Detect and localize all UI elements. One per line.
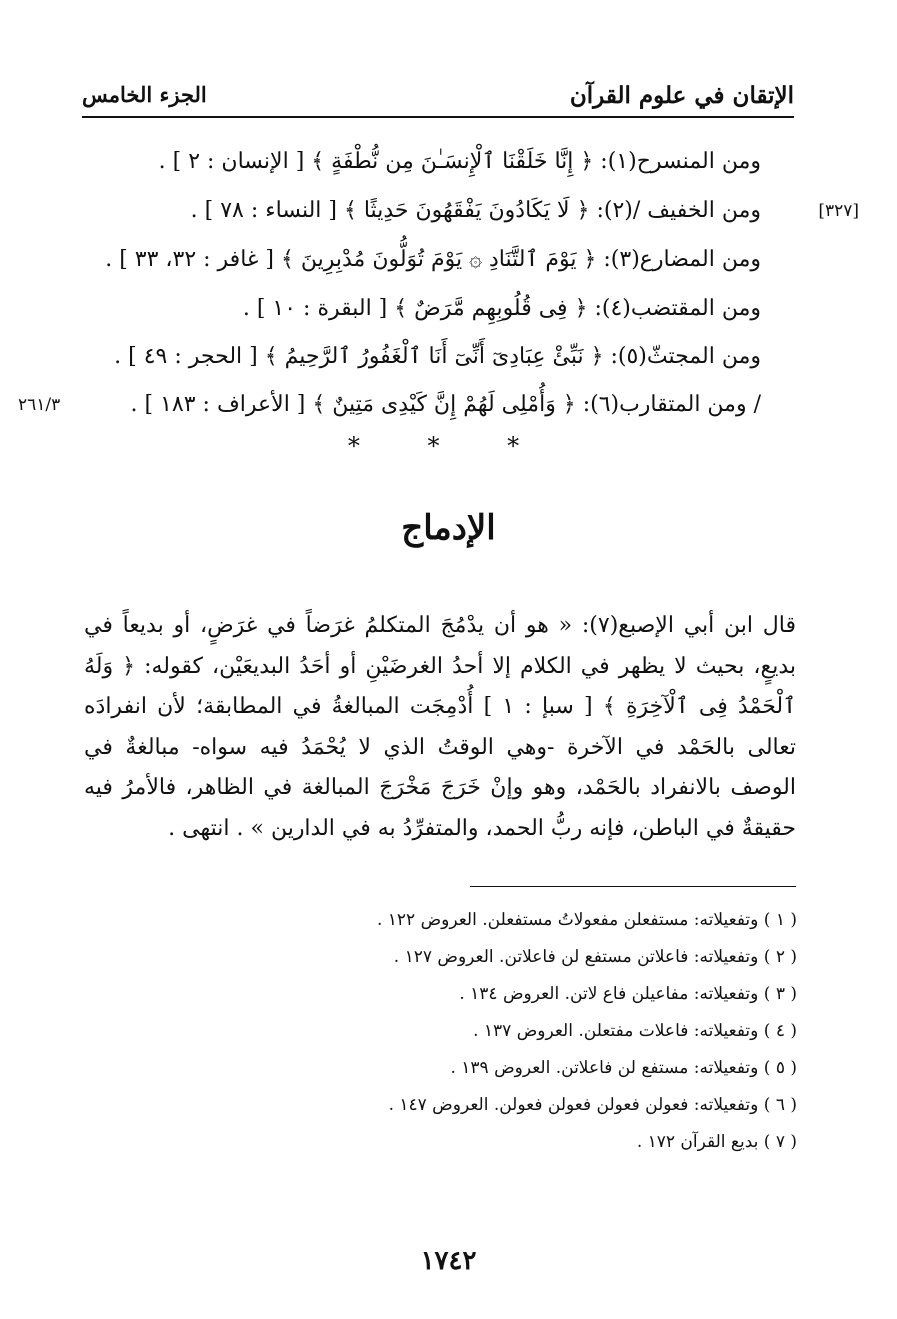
meter-line-mudari: ومن المضارع(٣): ﴿ يَوْمَ ٱلتَّنَادِ ۞ يَوْمَ تُوَلُّونَ مُدْبِرِينَ ﴾ [ غافر : ٣٢، ٣٣ ] . xyxy=(105,247,761,272)
footnote: ( ٤ ) وتفعيلاته: فاعلات مفتعلن. العروض ١٣٧ . xyxy=(473,1021,797,1041)
volume-title: الجزء الخامس xyxy=(82,82,207,107)
footnote: ( ١ ) وتفعيلاته: مستفعلن مفعولاتُ مستفعلن. العروض ١٢٢ . xyxy=(376,910,797,930)
footnotes xyxy=(197,902,797,1161)
meter-line-khafif: ومن الخفيف /(٢): ﴿ لَا يَكَادُونَ يَفْقَهُونَ حَدِيثًا ﴾ [ النساء : ٧٨ ] . xyxy=(190,198,761,223)
book-title: الإتقان في علوم القرآن xyxy=(569,82,794,109)
meter-line-mujtath: ومن المجتثّ(٥): ﴿ نَبِّئْ عِبَادِىٓ أَنِّىٓ أَنَا ٱلْغَفُورُ ٱلرَّحِيمُ ﴾ [ الحجر : ٤٩ ] . xyxy=(114,344,761,369)
section-paragraph: قال ابن أبي الإصبع(٧): « هو أن يدْمُجَ المتكلمُ غرَضاً في غرَضٍ، أو بديعاً في بديعٍ، بحيث لا يظهر في الكلام إلا أحدُ الغرضَيْنِ أو أحَدُ البديعَيْن، كقوله: ﴿ وَلَهُ ٱلْحَمْدُ فِى ٱلْآخِرَةِ ﴾ [ سبإ : ١ ] أُدْمِجَت المبالغةُ في المطابقة؛ لأن انفرادَه تعالى بالحَمْد في الآخرة -وهي الوقتُ الذي لا يُحْمَدُ فيه سواه- مبالغةٌ في الوصف بالانفراد بالحَمْد، وهو وإنْ خَرَجَ مَخْرَجَ المبالغة في الظاهر، فالأمرُ فيه حقيقةٌ في الباطن، فإنه ربُّ الحمد، والمتفرِّدُ به في الدارين » . انتهى . xyxy=(84,613,796,841)
footnote: ( ٣ ) وتفعيلاته: مفاعيلن فاع لاتن. العروض ١٣٤ . xyxy=(459,984,797,1004)
footnote: ( ٦ ) وتفعيلاته: فعولن فعولن فعولن فعولن. العروض ١٤٧ . xyxy=(388,1095,797,1115)
meter-line-muqtadab: ومن المقتضب(٤): ﴿ فِى قُلُوبِهِم مَّرَضٌ ﴾ [ البقرة : ١٠ ] . xyxy=(242,296,761,321)
meter-line-mutaqarib: / ومن المتقارب(٦): ﴿ وَأُمْلِى لَهُمْ إِنَّ كَيْدِى مَتِينٌ ﴾ [ الأعراف : ١٨٣ ] . xyxy=(130,392,761,417)
meter-line-munsarih: ومن المنسرح(١): ﴿ إِنَّا خَلَقْنَا ٱلْإِنسَـٰنَ مِن نُّطْفَةٍ ﴾ [ الإنسان : ٢ ] . xyxy=(158,149,761,174)
section-heading: الإدماج xyxy=(401,508,496,548)
page-number: ١٧٤٢ xyxy=(420,1246,477,1276)
running-header xyxy=(82,80,794,118)
footnote: ( ٥ ) وتفعيلاته: مستفع لن فاعلاتن. العروض ١٣٩ . xyxy=(450,1058,797,1078)
footnote: ( ٢ ) وتفعيلاته: فاعلاتن مستفع لن فاعلاتن. العروض ١٢٧ . xyxy=(393,947,797,967)
separator-stars: * * * xyxy=(347,432,550,460)
margin-ref-left: ٢٦١/٣ xyxy=(18,395,61,415)
footnote: ( ٧ ) بديع القرآن ١٧٢ . xyxy=(636,1132,797,1152)
margin-ref-right: [٣٢٧] xyxy=(818,201,859,221)
footnote-divider xyxy=(470,886,796,887)
